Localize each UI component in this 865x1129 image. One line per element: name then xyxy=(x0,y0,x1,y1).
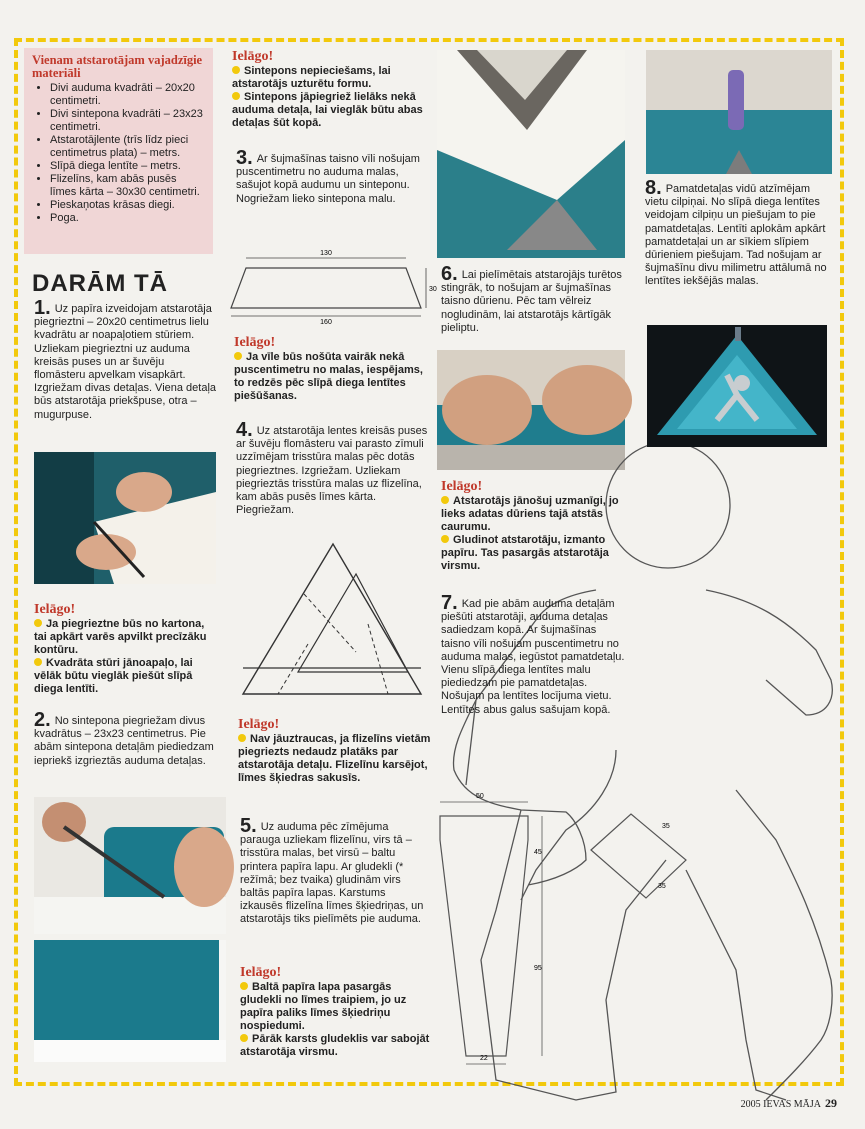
step-text: Uz auduma pēc zīmējuma parauga uzliekam flizelīnu, virs tā – trisstūra malas, bet virsū – baltu printera papīra lapu. Ar gludekli (* režīmā; bez tvaika) gludinām virs baltās papīra lapas. Karstums izkausēs flizelīna līmes šķiedriņas, un atstarotājs tiks pielīmēts pie auduma. xyxy=(240,821,424,926)
tip-text: Baltā papīra lapa pasargās gludekli no līmes traipiem, jo uz papīra paliks līmes šķiedriņu nospiedumi. xyxy=(240,981,407,1033)
step-number: 8. xyxy=(645,177,662,199)
bullet-icon xyxy=(232,92,240,100)
list-item: • Slīpā diega lentīte – metrs. xyxy=(50,160,205,173)
step-2 xyxy=(34,709,216,768)
step-text: Pamatdetaļas vidū atzīmējam vietu cilpiņai. No slīpā diega lentītes veidojam cilpiņu un piešujam to pie pamatdetaļas. Lentīti aplokām apkārt pamatdetaļai un ar sīkiem slīpiem dūrieniem piešujam. Tad nošujam ar šujmašīnu divu milimetru attālumā no lentītes iekšējās malas. xyxy=(645,183,827,288)
tip-text: Atstarotājs jānošuj uzmanīgi, jo lieks adatas dūriens tajā atstās caurumu. xyxy=(441,495,619,534)
bullet-icon xyxy=(240,982,248,990)
tip-text: Ja piegrieztne būs no kartona, tai apkārt varēs apvilkt precīzāku kontūru. xyxy=(34,618,207,657)
bullet-icon xyxy=(240,1034,248,1042)
page-number: 29 xyxy=(825,1096,837,1110)
step-number: 2. xyxy=(34,709,51,731)
step-text: Uz papīra izveidojam atstarotāja piegrieztni – 20x20 centimetrus lielu kvadrātu ar noapaļotiem stūriem. Uzliekam piegrieztni uz auduma kreisās puses un ar šuvēju flomāsteru apvelkam visapkārt. Izgriežam divas detaļas. Viena detaļa būs atstarotāja priekšpuse, otra – mugurpuse. xyxy=(34,303,217,421)
dim-mid: 45 xyxy=(534,849,542,856)
tip-box-4 xyxy=(238,718,433,785)
list-item: • Divi auduma kvadrāti – 20x20 centimetri. xyxy=(50,82,205,108)
step-8 xyxy=(645,177,835,289)
tip-text: Gludinot atstarotāju, izmanto papīru. Tas pasargās atstarotāja virsmu. xyxy=(441,534,609,573)
triangle-diagram xyxy=(238,540,428,700)
tip-heading: Ielāgo! xyxy=(34,602,76,617)
leg-piece-diagram xyxy=(436,780,696,1070)
step-number: 3. xyxy=(236,147,253,169)
photo-tracing xyxy=(34,452,216,584)
step-number: 1. xyxy=(34,297,51,319)
materials-box xyxy=(24,48,213,254)
step-3 xyxy=(236,147,431,206)
tip-heading: Ielāgo! xyxy=(238,717,280,732)
bullet-icon xyxy=(34,658,42,666)
list-item: • Atstarotājlente (trīs līdz pieci centimetrus plata) – metrs. xyxy=(50,134,205,160)
footer-magazine: 2005 IEVAS MĀJA xyxy=(740,1099,821,1110)
step-number: 5. xyxy=(240,815,257,837)
tip-text: Sintepons nepieciešams, lai atstarotājs uzturētu formu. xyxy=(232,65,391,91)
trapezoid-diagram xyxy=(226,244,436,324)
dim-side: 30 xyxy=(429,286,437,293)
dim-arm1: 35 xyxy=(662,823,670,830)
step-number: 7. xyxy=(441,592,458,614)
step-text: No sintepona piegriežam divus kvadrātus – 23x23 centimetrus. Pie abām sintepona detaļām piediedzam iepriekš izgrieztās auduma detaļas. xyxy=(34,715,214,767)
step-1 xyxy=(34,297,217,422)
list-item: • Flizelīns, kam abās pusēs līmes kārta – 30x30 centimetri. xyxy=(50,173,205,199)
step-number: 6. xyxy=(441,263,458,285)
tip-text: Sintepons jāpiegriež lielāks nekā auduma detaļa, lai vieglāk būtu abas detaļas šūt kopā. xyxy=(232,91,423,130)
tip-box-2 xyxy=(232,50,427,130)
dim-top: 130 xyxy=(320,250,332,257)
tip-text: Pārāk karsts gludeklis var sabojāt atstarotāja virsmu. xyxy=(240,1033,430,1059)
photo-finished-reflector xyxy=(647,325,827,447)
step-5 xyxy=(240,815,430,927)
dim-bottom: 160 xyxy=(320,319,332,326)
tip-box-3 xyxy=(234,336,429,403)
tip-text: Ja vīle būs nošūta vairāk nekā puscentimetru no malas, iespējams, to redzēs pēc slīpā diega lentītes piešūšanas. xyxy=(234,351,423,403)
step-number: 4. xyxy=(236,419,253,441)
tip-heading: Ielāgo! xyxy=(232,49,274,64)
step-text: Kad pie abām auduma detaļām piešūti atstarotāji, auduma detaļas sadiedzam kopā. Ar šujmašīnas taisno vīli nošujam puscentimetru no auduma malas, iegūstot pamatdetaļu. Vienu slīpā diega lentītes malu piediedzam pie pamatdetaļas. Nošujam pa lentītes locījuma vietu. Lentītes abus galus sašujam kopā. xyxy=(441,598,625,716)
step-text: Ar šujmašīnas taisno vīli nošujam puscentimetru no auduma malas, sašujot kopā audumu un sinteponu. Nogriežam lieko sintepona malu. xyxy=(236,153,420,205)
list-item: • Pieskaņotas krāsas diegi. xyxy=(50,199,205,212)
list-item: • Poga. xyxy=(50,212,205,225)
list-item: • Divi sintepona kvadrāti – 23x23 centimetri. xyxy=(50,108,205,134)
tip-heading: Ielāgo! xyxy=(234,335,276,350)
materials-list xyxy=(32,82,205,225)
section-title: DARĀM TĀ xyxy=(32,270,168,297)
dim-long: 95 xyxy=(534,965,542,972)
dim-arm2: 35 xyxy=(658,883,666,890)
tip-box-5 xyxy=(240,966,432,1059)
page-footer xyxy=(741,1096,837,1111)
bullet-icon xyxy=(34,619,42,627)
photo-cutting xyxy=(34,797,226,934)
photo-loop xyxy=(646,50,832,174)
step-6 xyxy=(441,263,625,335)
tip-heading: Ielāgo! xyxy=(441,479,483,494)
tip-text: Nav jāuztraucas, ja flizelīns vietām piegriezts nedaudz platāks par atstarotāja detaļu. Flizelīnu karsējot, līmes šķiedras sakusīs. xyxy=(238,733,431,785)
step-4 xyxy=(236,419,431,517)
photo-fabric-layers xyxy=(34,940,226,1062)
bullet-icon xyxy=(238,734,246,742)
step-text: Uz atstarotāja lentes kreisās puses ar šuvēju flomāsteru vai parasto zīmuli uzzīmējam trisstūra malas pēc dotās piegrieztnes. Izgriežam. Uzliekam piegrieztās trisstūra malas uz flizelīna, kam abās pusēs līmes kārta. Piegriežam. xyxy=(236,425,428,517)
step-7 xyxy=(441,592,626,717)
bullet-icon xyxy=(232,66,240,74)
tip-box-1 xyxy=(34,603,216,696)
dim-top: 50 xyxy=(476,793,484,800)
materials-title: Vienam atstarotājam vajadzīgie materiāli xyxy=(32,53,203,80)
bullet-icon xyxy=(234,352,242,360)
photo-ironing xyxy=(437,50,625,258)
tip-heading: Ielāgo! xyxy=(240,965,282,980)
tip-text: Kvadrāta stūri jānoapaļo, lai vēlāk būtu vieglāk piešūt slīpā diega lentīti. xyxy=(34,657,193,696)
dim-bottom: 22 xyxy=(480,1055,488,1062)
step-text: Lai pielīmētais atstarojājs turētos stingrāk, to nošujam ar šujmašīnas taisno dūrienu. Pēc tam vēlreiz nogludinām, lai atstarotājs kārtīgāk pieliptu. xyxy=(441,269,622,334)
